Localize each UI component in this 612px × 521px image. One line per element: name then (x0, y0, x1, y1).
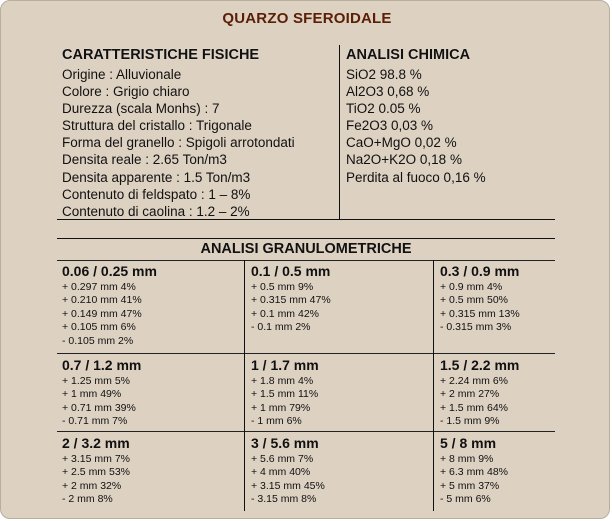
granulometric-cell (57, 354, 244, 429)
chemical-line: Fe2O3 0,03 % (346, 118, 434, 134)
chemical-line: SiO2 98.8 % (346, 67, 422, 82)
grid-line (244, 260, 245, 511)
chemical-line: Perdita al fuoco 0,16 % (346, 169, 486, 185)
chemical-analysis-list (346, 66, 486, 186)
column-divider (339, 45, 340, 220)
granulometric-cell (57, 260, 244, 348)
cell-line: + 0.5 mm 50% (440, 294, 508, 307)
granulometric-cell (246, 432, 433, 507)
physical-line: Contenuto di feldspato : 1 – 8% (62, 186, 251, 202)
cell-title: 1.5 / 2.2 mm (440, 357, 520, 373)
cell-line: - 1 mm 6% (251, 415, 302, 428)
cell-line: + 0.71 mm 39% (62, 401, 136, 414)
cell-title: 5 / 8 mm (440, 435, 497, 451)
cell-line: + 0.1 mm 42% (251, 307, 319, 320)
cell-line: + 1.5 mm 11% (251, 388, 319, 401)
cell-line: + 2.24 mm 6% (440, 375, 508, 387)
cell-title: 0.7 / 1.2 mm (62, 357, 142, 373)
cell-line: + 0.105 mm 6% (62, 321, 136, 334)
cell-line: - 1.5 mm 9% (440, 415, 500, 428)
granulometric-cell (246, 260, 433, 335)
cell-line: + 0.210 mm 41% (62, 294, 142, 307)
cell-line: + 2 mm 32% (62, 479, 122, 492)
cell-line: + 2 mm 27% (440, 388, 500, 401)
chemical-line: CaO+MgO 0,02 % (346, 135, 457, 151)
cell-line: + 6.3 mm 48% (440, 466, 508, 479)
chemical-heading: ANALISI CHIMICA (346, 47, 471, 63)
cell-line: - 0.1 mm 2% (251, 321, 311, 334)
physical-line: Durezza (scala Monhs) : 7 (62, 101, 220, 117)
physical-line: Struttura del cristallo : Trigonale (62, 118, 252, 134)
cell-line: - 3.15 mm 8% (251, 493, 317, 506)
granulometric-cell (435, 354, 555, 429)
cell-line: + 0.9 mm 4% (440, 281, 503, 293)
cell-line: + 0.297 mm 4% (62, 281, 136, 293)
granulometric-cell (435, 432, 555, 507)
cell-title: 2 / 3.2 mm (62, 435, 130, 451)
cell-line: + 3.15 mm 45% (251, 479, 325, 492)
physical-line: Densita apparente : 1.5 Ton/m3 (62, 169, 251, 185)
cell-line: + 0.149 mm 47% (62, 307, 142, 320)
cell-title: 1 / 1.7 mm (251, 357, 319, 373)
granulometric-cell (435, 260, 555, 335)
physical-line: Contenuto di caolina : 1.2 – 2% (62, 203, 250, 219)
granulometric-heading: ANALISI GRANULOMETRICHE (200, 241, 412, 257)
chemical-line: Al2O3 0,68 % (346, 84, 430, 100)
cell-line: + 1 mm 49% (62, 388, 122, 401)
cell-title: 3 / 5.6 mm (251, 435, 319, 451)
section-divider (57, 238, 555, 239)
granulometric-cell (246, 354, 433, 429)
cell-line: + 4 mm 40% (251, 466, 311, 479)
chemical-line: TiO2 0.05 % (346, 101, 421, 117)
section-divider (57, 219, 555, 220)
cell-line: - 0.105 mm 2% (62, 334, 134, 347)
cell-line: + 0.315 mm 47% (251, 294, 331, 307)
cell-line: + 1 mm 79% (251, 401, 311, 414)
cell-title: 0.1 / 0.5 mm (251, 263, 331, 279)
physical-heading: CARATTERISTICHE FISICHE (62, 47, 260, 63)
cell-line: + 0.5 mm 9% (251, 281, 314, 293)
cell-line: + 5 mm 37% (440, 479, 500, 492)
cell-line: - 2 mm 8% (62, 493, 113, 506)
cell-line: + 3.15 mm 7% (62, 453, 130, 465)
cell-line: + 1.8 mm 4% (251, 375, 314, 387)
cell-line: - 5 mm 6% (440, 493, 491, 506)
physical-properties-list (62, 66, 295, 220)
cell-line: + 5.6 mm 7% (251, 453, 314, 465)
physical-line: Origine : Alluvionale (62, 67, 182, 82)
cell-line: - 0.71 mm 7% (62, 415, 128, 428)
physical-line: Densita reale : 2.65 Ton/m3 (62, 152, 227, 168)
granulometric-grid (57, 260, 555, 511)
cell-line: + 0.315 mm 13% (440, 307, 520, 320)
page-title: QUARZO SFEROIDALE (222, 10, 392, 27)
cell-line: + 8 mm 9% (440, 453, 494, 465)
cell-line: + 1.25 mm 5% (62, 375, 130, 387)
cell-line: - 0.315 mm 3% (440, 321, 512, 334)
physical-line: Colore : Grigio chiaro (62, 84, 190, 100)
cell-line: + 1.5 mm 64% (440, 401, 508, 414)
cell-line: + 2.5 mm 53% (62, 466, 130, 479)
granulometric-cell (57, 432, 244, 507)
physical-line: Forma del granello : Spigoli arrotondati (62, 135, 295, 151)
cell-title: 0.06 / 0.25 mm (62, 263, 157, 279)
cell-title: 0.3 / 0.9 mm (440, 263, 520, 279)
chemical-line: Na2O+K2O 0,18 % (346, 152, 462, 168)
grid-line (433, 260, 434, 511)
